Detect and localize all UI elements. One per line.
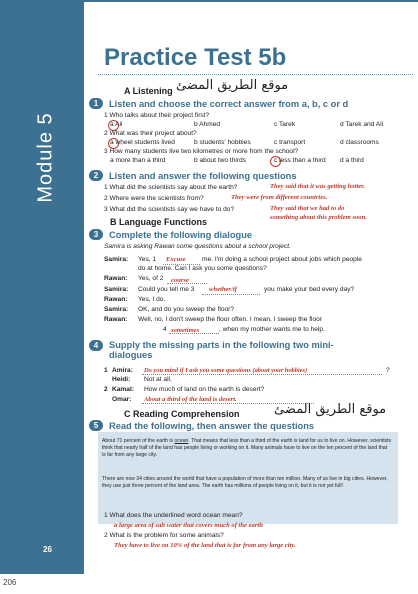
dialogue-text: do at home. Can I ask you some questions? [138, 265, 267, 272]
dialogue-text: Could you tell me 3 [138, 286, 195, 293]
q1-item-2-option-c: c transport [274, 139, 306, 146]
dialogue-text: Yes, 1 [138, 256, 157, 263]
dialogue-speaker: Omar: [112, 396, 132, 403]
mini-dialogue-1-number: 1 [104, 367, 108, 374]
q1-item-1-option-b: b Ahmed [194, 121, 221, 128]
dialogue-speaker: Rawan: [104, 316, 128, 323]
dialogue-text: Well, no, I don't sweep the floor often. I mean, I sweep the floor [138, 316, 323, 323]
question-title-line-2: dialogues [109, 350, 153, 360]
question-number-badge: 1 [89, 98, 103, 109]
dialogue-speaker: Amira: [112, 367, 133, 374]
dialogue-blank-4: sometimes [171, 327, 200, 334]
q1-item-3-option-c: c less than a third [274, 157, 326, 164]
dialogue-text: you make your bed every day? [264, 286, 355, 293]
underlined-word: ocean [174, 438, 189, 444]
question-title: Listen and choose the correct answer from a, b, c or d [109, 98, 349, 109]
passage-paragraph-2: There are now 34 cities around the world that have a population of more than ten million. Many of us live in big cities. However, they use just three percent of the land area. The earth has millions of people living on it, but it is not yet full! [102, 476, 388, 489]
q1-item-3-option-a: a more than a third [110, 157, 166, 164]
q2-item-3: 3 What did the scientists say we have to do? [104, 206, 235, 213]
q1-item-2: 2 What was their project about? [104, 130, 197, 137]
q1-item-2-option-b: b students' hobbies [194, 139, 251, 146]
dialogue-text: How much of land on the earth is desert? [144, 386, 265, 393]
reading-passage [98, 432, 398, 524]
arabic-watermark-2: موقع الطريق المضئ [274, 402, 387, 417]
mini-dialogue-2-answer: About a third of the land is desert. [144, 396, 237, 403]
question-title: Read the following, then answer the questions [109, 420, 315, 431]
q1-item-3-option-b: b about two thirds [194, 157, 247, 164]
section-b-heading: B Language Functions [110, 217, 208, 227]
question-mark: ? [386, 367, 390, 374]
q2-item-1: 1 What did the scientists say about the earth? [104, 184, 238, 191]
passage-paragraph-1: About 71 percent of the earth is ocean. That means that less than a third of the earth is land for us to live on. However, scientists think that nearly half of the land has people living or working on it. Many animals have to live on the ten percent of the land that is far from any large city. [102, 438, 392, 458]
q1-item-3-option-d: d a third [340, 157, 364, 164]
q2-answer-1: They said that it was getting hotter. [270, 183, 366, 190]
worksheet [84, 0, 418, 576]
question-1-heading [89, 98, 348, 109]
q1-item-1-option-a: a Ali [110, 121, 123, 128]
dialogue-text: OK, and do you sweep the floor? [138, 306, 235, 313]
q1-item-2-option-d: d classrooms [340, 139, 379, 146]
question-4-heading [89, 340, 334, 360]
dialogue-speaker: Kamal: [112, 386, 134, 393]
page-number-inner: 26 [43, 545, 52, 554]
dialogue-speaker: Heidi: [112, 376, 131, 383]
question-number-badge: 2 [89, 170, 103, 181]
module-label: Module 5 [34, 112, 57, 203]
q5-answer-2: They have to live on 10% of the land that is far from any large city. [114, 542, 296, 549]
question-title: Supply the missing parts in the following two mini- [109, 340, 334, 350]
dialogue-blank-3: whether/if [209, 286, 237, 293]
dialogue-speaker: Samira: [104, 306, 129, 313]
page-title: Practice Test 5b [104, 44, 287, 71]
module-sidebar [0, 0, 84, 574]
q3-intro: Samira is asking Rawan some questions about a school project. [104, 243, 291, 250]
dialogue-text: Yes, I do. [138, 296, 166, 303]
question-title: Listen and answer the following questions [109, 170, 297, 181]
blank-line [202, 294, 260, 295]
q5-answer-1: a large area of salt water that covers much of the earth [114, 522, 263, 529]
q5-item-2: 2 What is the problem for some animals? [104, 532, 224, 539]
mini-dialogue-1-answer: Do you mind if I ask you some questions (about your hobbies) [144, 367, 308, 374]
question-3-heading [89, 229, 252, 240]
dialogue-text: 4 [163, 326, 167, 333]
q1-item-1: 1 Who talks about their project first? [104, 112, 210, 119]
q2-answer-2: They were from different countries. [231, 194, 328, 201]
dialogue-speaker: Samira: [104, 286, 129, 293]
q1-item-1-option-d: d Tarek and Ali [340, 121, 384, 128]
dialogue-text: Not at all. [144, 376, 172, 383]
q2-answer-3: They said that we had to do [270, 205, 345, 212]
mini-dialogue-2-number: 2 [104, 386, 108, 393]
q1-item-3: 3 How many students live two kilometres or more from the school? [104, 148, 299, 155]
q1-item-1-option-c: c Tarek [274, 121, 296, 128]
question-title-block [109, 340, 334, 360]
dialogue-text: Yes, of 2 [138, 275, 164, 282]
q2-item-2: 2 Where were the scientists from? [104, 195, 204, 202]
q2-answer-3-continued: something about this problem soon. [270, 214, 367, 221]
question-title: Complete the following dialogue [109, 229, 253, 240]
dialogue-speaker: Rawan: [104, 275, 128, 282]
question-2-heading [89, 170, 297, 181]
dialogue-blank-2: course [171, 277, 189, 284]
dialogue-text: , when my mother wants me to help. [219, 326, 325, 333]
question-number-badge: 5 [89, 420, 103, 431]
q5-item-1: 1 What does the underlined word ocean mean? [104, 512, 243, 519]
question-number-badge: 3 [89, 229, 103, 240]
title-divider [98, 74, 413, 75]
dialogue-speaker: Samira: [104, 256, 129, 263]
dialogue-blank-1: Excuse [166, 256, 186, 263]
dialogue-text: me. I'm doing a school project about jobs which people [202, 256, 362, 263]
q1-item-2-option-a: a wheel students lived [110, 139, 175, 146]
arabic-watermark-1: موقع الطريق المضئ [176, 78, 289, 93]
page-number-outer: 206 [3, 578, 17, 587]
section-a-heading: A Listening [124, 86, 173, 96]
question-5-heading [89, 420, 314, 431]
blank-line [142, 374, 382, 375]
question-number-badge: 4 [89, 340, 103, 351]
dialogue-speaker: Rawan: [104, 296, 128, 303]
section-c-heading: C Reading Comprehension [124, 409, 240, 419]
